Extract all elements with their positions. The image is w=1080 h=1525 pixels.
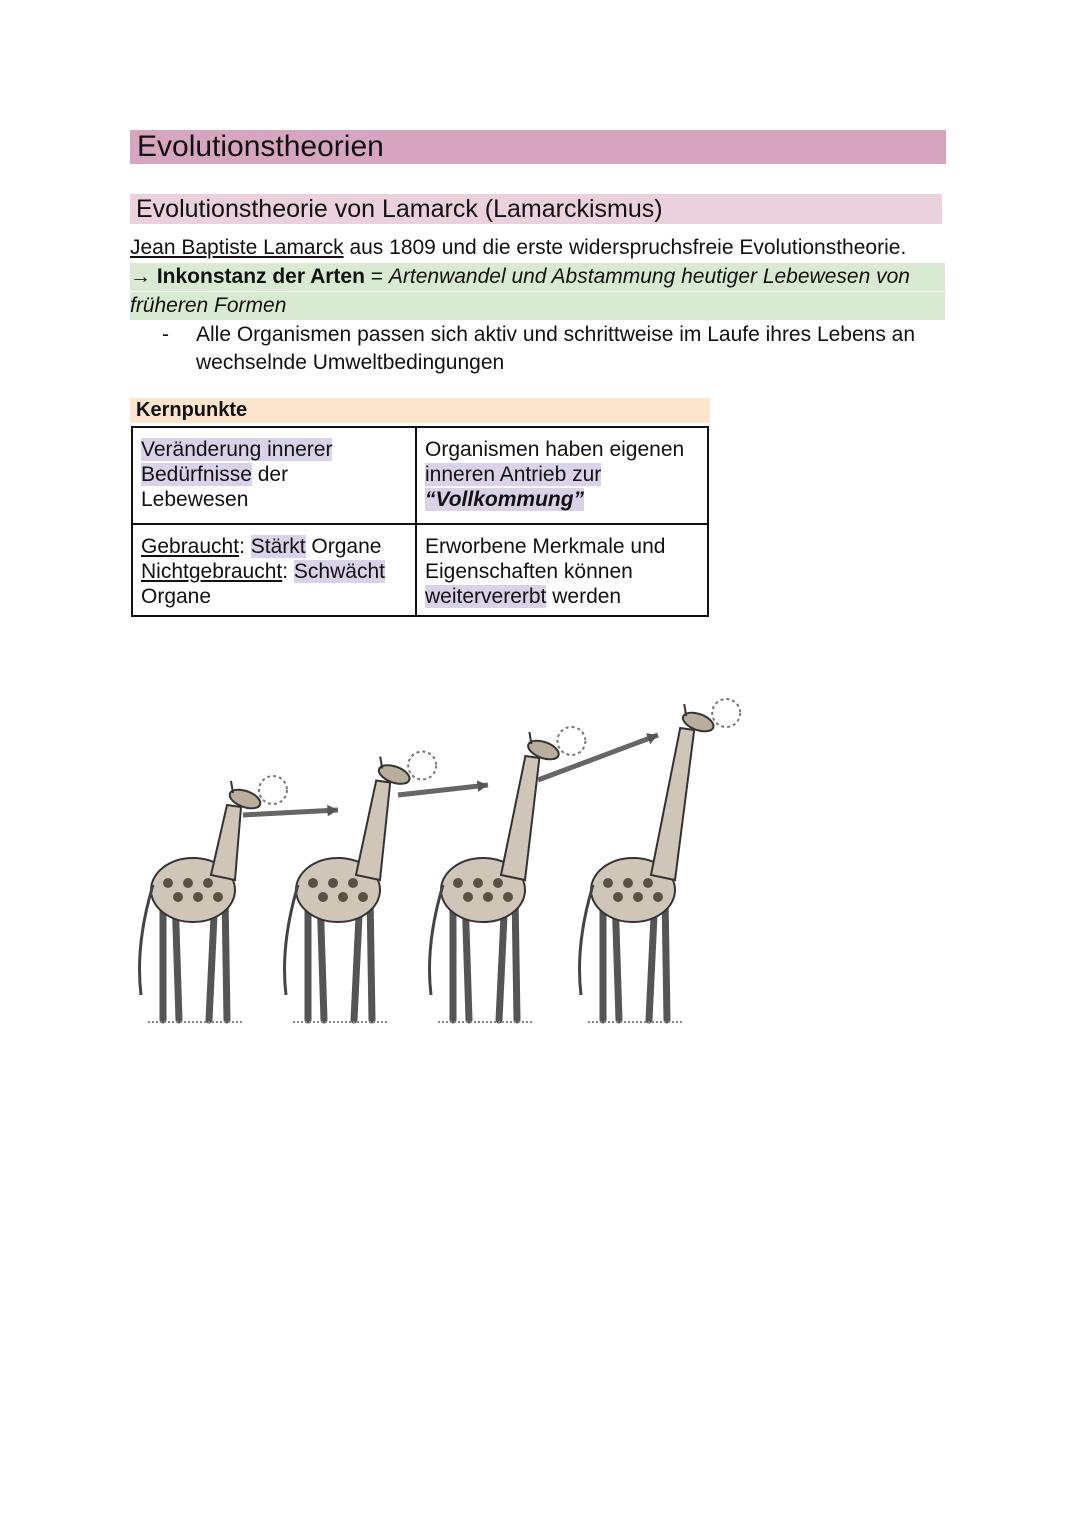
cell-text: Organismen haben eigenen xyxy=(425,438,685,461)
definition-line-2 xyxy=(130,292,945,320)
equals: = xyxy=(364,265,389,288)
bullet-dash: - xyxy=(162,323,169,346)
bullet-text-2: wechselnde Umweltbedingungen xyxy=(196,351,505,374)
giraffe xyxy=(285,757,412,1021)
highlight: Schwächt xyxy=(293,560,385,583)
underlined-term: Gebraucht xyxy=(141,535,240,558)
bullet-text-1: Alle Organismen passen sich aktiv und schrittweise im Laufe ihres Lebens an xyxy=(196,323,916,346)
arrowhead-icon xyxy=(327,805,338,816)
table-cell xyxy=(132,524,416,616)
cell-text: der xyxy=(251,463,289,486)
arrow-icon: → xyxy=(130,265,157,288)
highlight: inneren Antrieb zur xyxy=(425,463,602,486)
lamarck-name: Jean Baptiste Lamarck xyxy=(130,236,344,259)
giraffe xyxy=(430,732,562,1020)
definition-line-1 xyxy=(130,263,945,291)
tree-leaves xyxy=(712,699,740,727)
cell-text: Lebewesen xyxy=(141,488,249,511)
table-row xyxy=(132,524,708,616)
arrowhead-icon xyxy=(477,780,488,791)
kernpunkte-table xyxy=(131,426,709,617)
highlight: Bedürfnisse xyxy=(141,463,252,486)
highlight: Veränderung innerer xyxy=(141,438,333,461)
colon: : xyxy=(239,535,251,558)
cell-text: Eigenschaften können xyxy=(425,560,633,583)
definition-term: Inkonstanz der Arten xyxy=(156,265,365,288)
highlight: Stärkt xyxy=(250,535,306,558)
table-cell xyxy=(132,427,416,524)
colon: : xyxy=(282,560,294,583)
intro-line xyxy=(130,234,906,262)
tree-leaves xyxy=(259,776,287,804)
arrow-icon xyxy=(243,810,338,815)
definition-text-2: früheren Formen xyxy=(130,294,287,317)
page-title: Evolutionstheorien xyxy=(130,130,946,164)
underlined-term: Nichtgebraucht xyxy=(141,560,283,583)
tree-leaves xyxy=(557,727,585,755)
highlight: “Vollkommung” xyxy=(425,488,585,511)
intro-text: aus 1809 und die erste widerspruchsfreie Evolutionstheorie. xyxy=(343,236,907,259)
highlight: weitervererbt xyxy=(425,585,547,608)
cell-text: Erworbene Merkmale und xyxy=(425,535,666,558)
definition-text: Artenwandel und Abstammung heutiger Lebewesen von xyxy=(388,265,910,288)
arrow-icon xyxy=(398,785,488,795)
cell-text: werden xyxy=(546,585,622,608)
cell-text: Organe xyxy=(141,585,212,608)
cell-text: Organe xyxy=(305,535,382,558)
giraffe-evolution-illustration xyxy=(133,650,753,1040)
table-cell xyxy=(416,524,708,616)
kernpunkte-heading: Kernpunkte xyxy=(130,398,710,423)
section-heading: Evolutionstheorie von Lamarck (Lamarckismus) xyxy=(130,194,942,224)
table-cell xyxy=(416,427,708,524)
giraffe xyxy=(580,704,716,1020)
table-row xyxy=(132,427,708,524)
tree-leaves xyxy=(408,752,436,780)
